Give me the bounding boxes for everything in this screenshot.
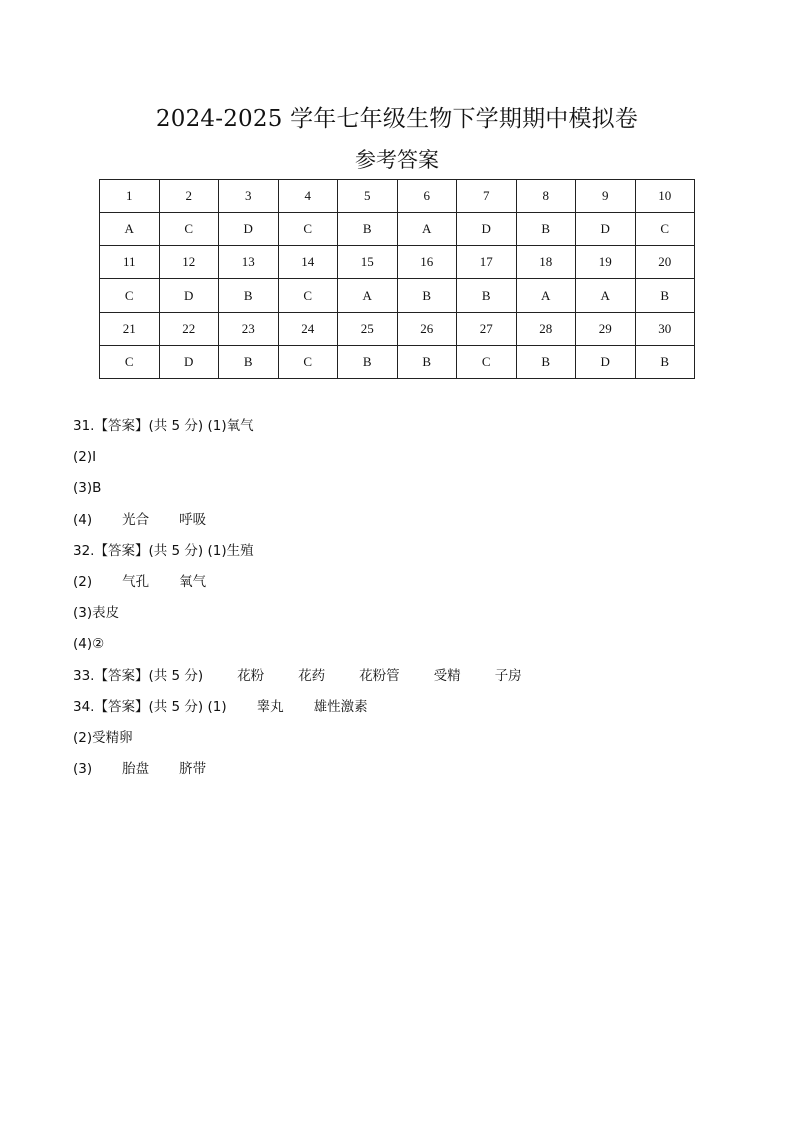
question-number-cell: 8 [516, 180, 576, 213]
answer-key-cell: A [576, 279, 636, 312]
q33-answer-5: 子房 [494, 667, 522, 684]
question-number-cell: 29 [576, 312, 636, 345]
question-number-row [100, 246, 695, 279]
q31-part4-label: (4) [73, 511, 93, 528]
question-number-cell: 2 [159, 180, 219, 213]
question-number-cell: 3 [219, 180, 279, 213]
q33-head: 33.【答案】(共 5 分) [73, 667, 204, 684]
question-number-cell: 22 [159, 312, 219, 345]
q31-part4 [73, 510, 522, 541]
question-number-cell: 9 [576, 180, 636, 213]
question-number-cell: 6 [397, 180, 457, 213]
q31-part4-answer-a: 光合 [122, 511, 150, 528]
answer-key-row [100, 279, 695, 312]
question-number-cell: 30 [635, 312, 695, 345]
question-number-cell: 7 [457, 180, 517, 213]
question-number-cell: 5 [338, 180, 398, 213]
question-number-cell: 21 [100, 312, 160, 345]
question-number-cell: 1 [100, 180, 160, 213]
q31-part4-answer-b: 呼吸 [179, 511, 207, 528]
answer-key-row [100, 345, 695, 378]
q32-part4: (4)② [73, 636, 105, 653]
question-number-cell: 12 [159, 246, 219, 279]
answer-key-cell: C [100, 279, 160, 312]
q32-part2-answer-a: 气孔 [122, 573, 150, 590]
question-number-cell: 28 [516, 312, 576, 345]
question-number-cell: 19 [576, 246, 636, 279]
question-number-cell: 18 [516, 246, 576, 279]
q33-answer-4: 受精 [433, 667, 461, 684]
question-number-cell: 27 [457, 312, 517, 345]
answer-key-cell: A [397, 213, 457, 246]
answer-key-cell: D [159, 345, 219, 378]
question-number-cell: 14 [278, 246, 338, 279]
answer-key-cell: B [397, 345, 457, 378]
q33-answer-2: 花药 [298, 667, 326, 684]
answer-key-cell: C [278, 345, 338, 378]
answer-key-cell: B [397, 279, 457, 312]
question-number-cell: 24 [278, 312, 338, 345]
q32-part3: (3)表皮 [73, 605, 120, 622]
answer-key-cell: C [278, 213, 338, 246]
page-subtitle: 参考答案 [355, 148, 439, 172]
answer-key-cell: C [100, 345, 160, 378]
answer-key-cell: D [457, 213, 517, 246]
q34-part2: (2)受精卵 [73, 729, 133, 746]
q32-part2 [73, 572, 522, 603]
answer-key-cell: B [457, 279, 517, 312]
answer-key-cell: D [576, 213, 636, 246]
page-title: 2024-2025 学年七年级生物下学期期中模拟卷 [155, 106, 639, 132]
q32-part2-label: (2) [73, 573, 93, 590]
answer-key-cell: B [338, 345, 398, 378]
answer-section [73, 416, 522, 790]
q32-answer-line: 32.【答案】(共 5 分) (1)生殖 [73, 542, 254, 559]
question-number-cell: 17 [457, 246, 517, 279]
question-number-cell: 20 [635, 246, 695, 279]
q31-part2: (2)I [73, 449, 97, 466]
q34-part3-answer-b: 脐带 [179, 761, 207, 778]
question-number-cell: 23 [219, 312, 279, 345]
answer-key-cell: B [516, 213, 576, 246]
answer-key-cell: C [635, 213, 695, 246]
q34-part3 [73, 759, 522, 790]
q32-part2-answer-b: 氧气 [179, 573, 207, 590]
q31-answer-line: 31.【答案】(共 5 分) (1)氧气 [73, 418, 254, 434]
answer-key-cell: B [635, 279, 695, 312]
question-number-cell: 16 [397, 246, 457, 279]
question-number-cell: 13 [219, 246, 279, 279]
q34-part1-answer-a: 睾丸 [256, 698, 284, 715]
answer-table [99, 179, 695, 379]
answer-key-cell: D [159, 279, 219, 312]
answer-key-cell: B [219, 279, 279, 312]
q34-part1-answer-b: 雄性激素 [313, 698, 368, 715]
q33-answer-1: 花粉 [237, 667, 265, 684]
answer-key-cell: A [516, 279, 576, 312]
answer-key-cell: C [159, 213, 219, 246]
question-number-cell: 4 [278, 180, 338, 213]
question-number-cell: 15 [338, 246, 398, 279]
answer-key-cell: A [100, 213, 160, 246]
question-number-cell: 26 [397, 312, 457, 345]
answer-key-cell: A [338, 279, 398, 312]
question-number-cell: 25 [338, 312, 398, 345]
question-number-row [100, 180, 695, 213]
answer-key-cell: B [219, 345, 279, 378]
answer-key-row [100, 213, 695, 246]
answer-key-cell: D [219, 213, 279, 246]
q34-answer-line [73, 697, 522, 728]
answer-key-cell: B [635, 345, 695, 378]
answer-key-cell: B [338, 213, 398, 246]
answer-key-cell: B [516, 345, 576, 378]
q33-answer-line [73, 666, 522, 697]
question-number-cell: 10 [635, 180, 695, 213]
answer-key-cell: D [576, 345, 636, 378]
q34-part3-label: (3) [73, 761, 93, 778]
question-number-cell: 11 [100, 246, 160, 279]
q34-head: 34.【答案】(共 5 分) (1) [73, 698, 227, 715]
q31-part3: (3)B [73, 480, 102, 497]
answer-key-cell: C [457, 345, 517, 378]
answer-key-cell: C [278, 279, 338, 312]
q34-part3-answer-a: 胎盘 [122, 761, 150, 778]
q33-answer-3: 花粉管 [359, 667, 400, 684]
question-number-row [100, 312, 695, 345]
